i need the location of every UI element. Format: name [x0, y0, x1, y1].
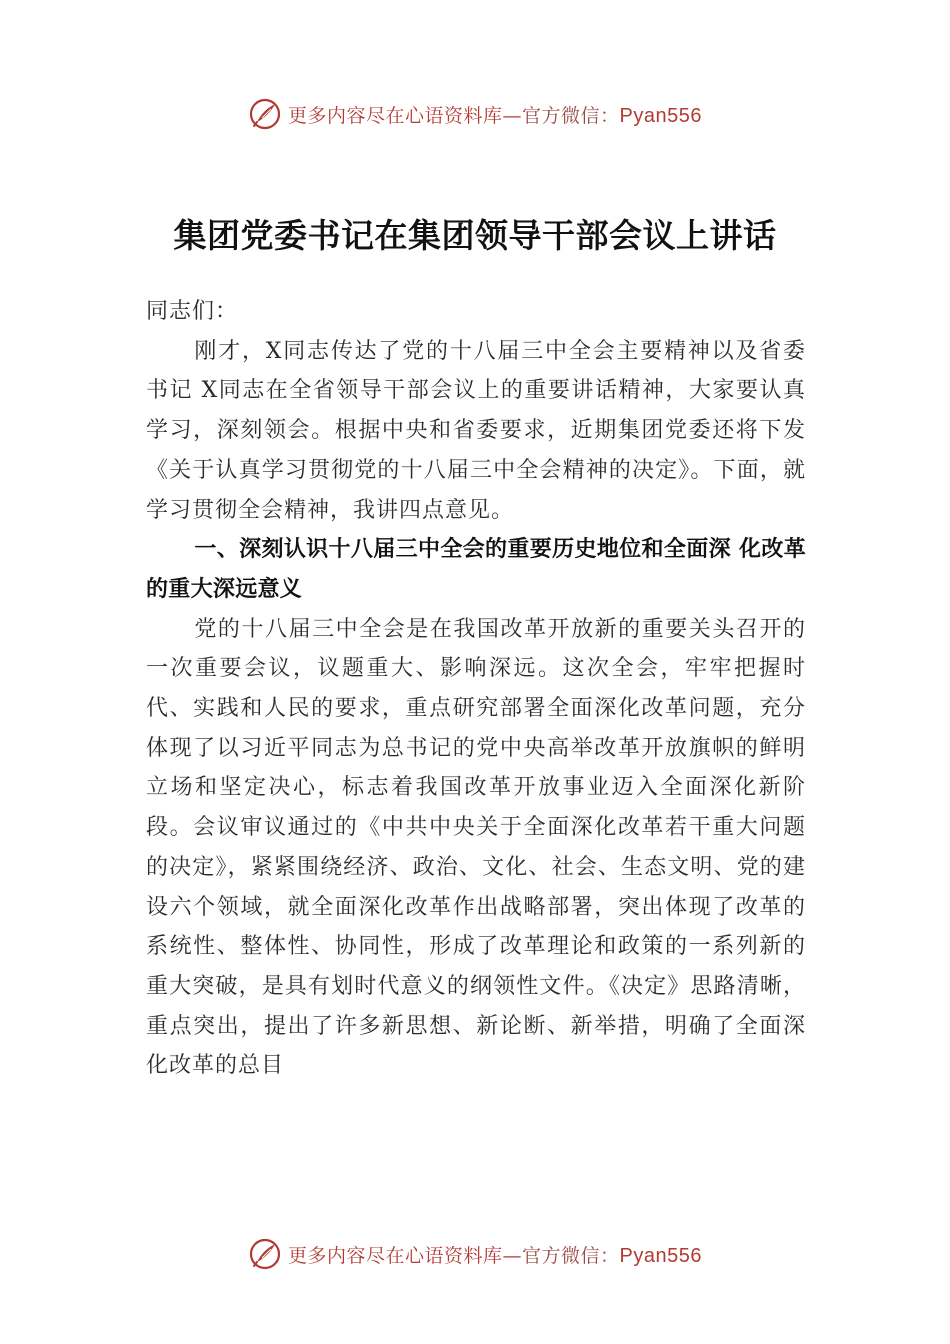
header-watermark: [0, 94, 950, 134]
watermark-wechat-id: Pyan556: [619, 1244, 702, 1267]
watermark-text: 更多内容尽在心语资料库: [288, 1244, 503, 1267]
watermark-text: 更多内容尽在心语资料库: [288, 104, 503, 127]
document-body: [146, 292, 806, 1086]
quill-logo-icon: [248, 97, 282, 131]
watermark-separator: —: [502, 104, 523, 127]
watermark-label: 官方微信：: [522, 1244, 620, 1267]
paragraph-section-1: 党的十八届三中全会是在我国改革开放新的重要关头召开的一次重要会议，议题重大、影响深远。这次全会，牢牢把握时代、实践和人民的要求，重点研究部署全面深化改革问题，充分体现了以习近平同志为总书记的党中央高举改革开放旗帜的鲜明立场和坚定决心，标志着我国改革开放事业迈入全面深化新阶段。会议审议通过的《中共中央关于全面深化改革若干重大问题的决定》，紧紧围绕经济、政治、文化、社会、生态文明、党的建设六个领域，就全面深化改革作出战略部署，突出体现了改革的系统性、整体性、协同性，形成了改革理论和政策的一系列新的重大突破，是具有划时代意义的纲领性文件。《决定》思路清晰，重点突出，提出了许多新思想、新论断、新举措，明确了全面深化改革的总目: [146, 616, 806, 1079]
watermark-label: 官方微信：: [522, 104, 620, 127]
quill-logo-icon: [248, 1237, 282, 1271]
section-heading-1: 一、深刻认识十八届三中全会的重要历史地位和全面深 化改革的重大深远意义: [146, 537, 806, 602]
watermark-wechat-id: Pyan556: [619, 104, 702, 127]
watermark-separator: —: [502, 1244, 523, 1267]
document-title: 集团党委书记在集团领导干部会议上讲话: [173, 216, 777, 255]
footer-watermark: [0, 1234, 950, 1274]
paragraph-intro: 刚才，X同志传达了党的十八届三中全会主要精神以及省委书记 X同志在全省领导干部会议上的重要讲话精神，大家要认真学习，深刻领会。根据中央和省委要求，近期集团党委还将下发《关于认真学习贯彻党的十八届三中全会精神的决定》。下面，就学习贯彻全会精神，我讲四点意见。: [146, 338, 806, 523]
salutation: 同志们：: [146, 299, 239, 324]
